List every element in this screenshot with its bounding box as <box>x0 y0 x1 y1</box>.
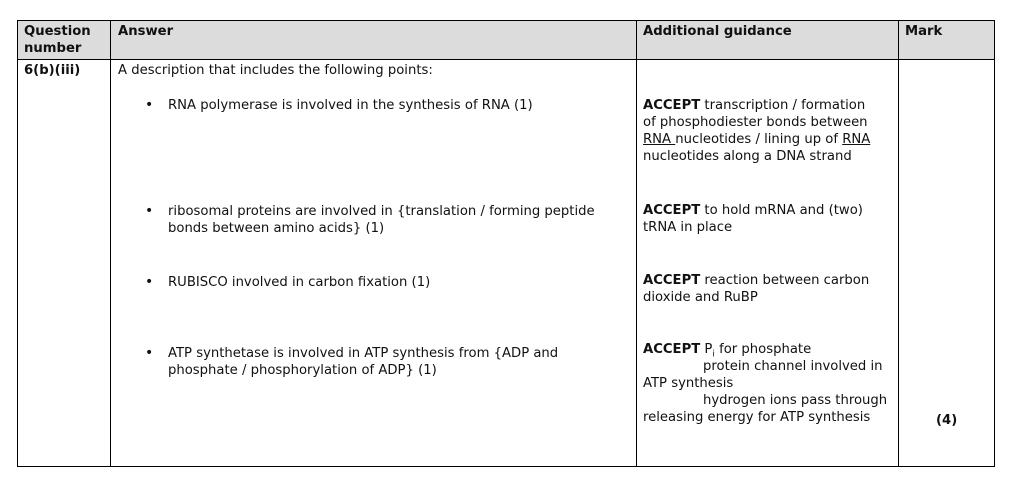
column-divider-3 <box>898 20 899 467</box>
bullet-icon: • <box>145 203 154 219</box>
mark-value: (4) <box>936 413 958 428</box>
bullet-icon: • <box>145 345 154 361</box>
bullet-icon: • <box>145 97 154 113</box>
guidance-point-1: ACCEPT transcription / formation of phosphodiester bonds between RNA nucleotides / lining up of RNA nucleotides along a DNA strand <box>643 98 871 164</box>
column-divider-1 <box>110 20 111 467</box>
table-left-border <box>17 20 18 467</box>
answer-point-3: RUBISCO involved in carbon fixation (1) <box>168 275 431 290</box>
table-right-border <box>994 20 995 467</box>
table-top-border <box>17 20 995 21</box>
header-guidance: Additional guidance <box>643 24 792 39</box>
table-bottom-border <box>17 466 995 467</box>
answer-point-1: RNA polymerase is involved in the synthesis of RNA (1) <box>168 98 533 113</box>
guidance-point-4: ACCEPT $P_i$ for phosphate protein channel involved in ATP synthesis hydrogen ions pass through releasing energy for ATP synthesis <box>643 342 888 425</box>
answer-point-4: ATP synthetase is involved in ATP synthesis from {ADP and phosphate / phosphorylation of ADP} (1) <box>168 346 559 378</box>
header-mark: Mark <box>905 24 943 39</box>
header-answer: Answer <box>118 24 174 39</box>
guidance-point-2: ACCEPT to hold mRNA and (two) tRNA in place <box>643 203 863 235</box>
column-divider-2 <box>636 20 637 467</box>
answer-point-2: ribosomal proteins are involved in {translation / forming peptide bonds between amino acids} (1) <box>168 204 595 236</box>
question-number: 6(b)(iii) <box>24 63 81 78</box>
guidance-point-3: ACCEPT reaction between carbon dioxide and RuBP <box>643 273 870 305</box>
header-question: Question number <box>24 24 91 56</box>
bullet-icon: • <box>145 274 154 290</box>
header-bottom-border <box>17 59 995 60</box>
answer-intro: A description that includes the following points: <box>118 63 433 78</box>
